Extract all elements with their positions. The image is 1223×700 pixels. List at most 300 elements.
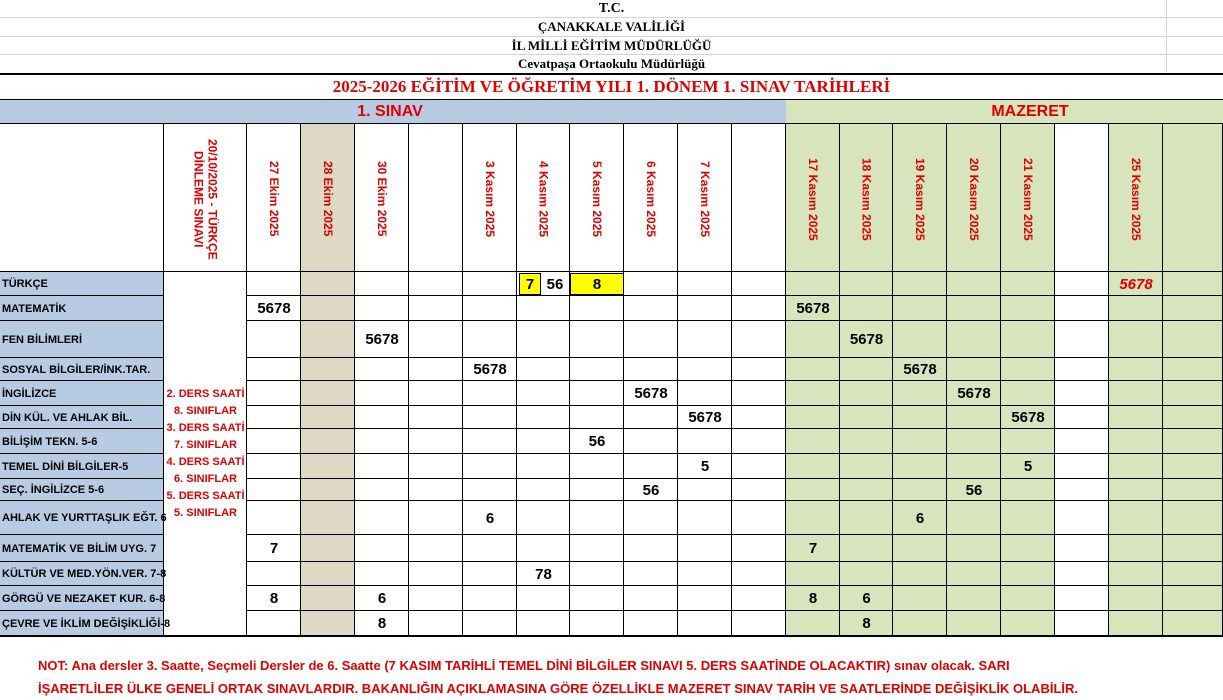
grid-cell <box>893 586 947 611</box>
grid-cell <box>1055 429 1109 454</box>
grid-cell <box>840 296 893 321</box>
exam-period-value: 5678 <box>1011 409 1045 426</box>
subject-label: SOSYAL BİLGİLER/İNK.TAR. <box>2 363 151 376</box>
grid-cell <box>1055 406 1109 429</box>
grid-cell <box>893 406 947 429</box>
grid-cell <box>1055 611 1109 636</box>
subject-label: BİLİŞİM TEKN. 5-6 <box>2 435 98 448</box>
exam-period-value: 56 <box>588 433 606 450</box>
grid-cell <box>947 321 1001 358</box>
grid-cell <box>840 562 893 586</box>
grid-cell <box>301 501 355 535</box>
date-header-d8 <box>678 130 732 268</box>
date-header-label: 30 Ekim 2025 <box>375 161 389 237</box>
grid-cell <box>678 501 732 535</box>
grid-cell <box>1109 381 1163 406</box>
date-header-d4 <box>463 130 517 268</box>
grid-cell <box>624 272 678 296</box>
grid-cell <box>1055 272 1109 296</box>
grid-cell <box>732 535 786 562</box>
grid-cell <box>840 454 893 479</box>
grid-cell <box>1055 535 1109 562</box>
grid-cell <box>409 501 463 535</box>
grid-cell <box>409 321 463 358</box>
grid-cell <box>247 358 301 381</box>
grid-cell <box>732 296 786 321</box>
grid-cell <box>463 562 517 586</box>
date-header-m5 <box>1001 130 1055 268</box>
exam-period-value: 5678 <box>957 385 991 402</box>
grid-cell <box>624 611 678 636</box>
period-legend-line: 5. SINIFLAR <box>174 507 237 519</box>
grid-cell <box>409 124 463 272</box>
grid-cell <box>893 321 947 358</box>
grid-cell <box>301 406 355 429</box>
grid-cell <box>947 429 1001 454</box>
grid-cell <box>732 272 786 296</box>
header-directorate: İL MİLLİ EĞİTİM MÜDÜRLÜĞÜ <box>511 38 712 53</box>
exam-period-value: 7 <box>269 540 279 557</box>
grid-cell <box>301 429 355 454</box>
grid-cell <box>570 454 624 479</box>
date-header-m2 <box>840 130 893 268</box>
grid-cell <box>409 296 463 321</box>
grid-cell <box>517 296 570 321</box>
grid-cell <box>840 501 893 535</box>
grid-cell <box>517 611 570 636</box>
subject-label: TEMEL DİNİ BİLGİLER-5 <box>2 460 129 473</box>
grid-cell <box>409 429 463 454</box>
grid-cell <box>947 296 1001 321</box>
grid-cell <box>893 479 947 501</box>
grid-cell <box>517 501 570 535</box>
grid-cell <box>947 358 1001 381</box>
grid-cell <box>1055 562 1109 586</box>
grid-cell <box>1001 296 1055 321</box>
grid-cell <box>463 535 517 562</box>
grid-cell <box>164 358 247 381</box>
grid-cell <box>301 479 355 501</box>
date-header-label: 17 Kasım 2025 <box>806 157 820 241</box>
grid-cell <box>786 321 840 358</box>
subject-label: AHLAK VE YURTTAŞLIK EĞT. 6 <box>2 512 167 524</box>
grid-cell <box>1001 358 1055 381</box>
grid-cell <box>355 406 409 429</box>
grid-cell <box>732 124 786 272</box>
grid-cell <box>786 381 840 406</box>
period-legend-line: 2. DERS SAATİ <box>166 388 245 400</box>
grid-cell <box>947 272 1001 296</box>
exam-period-value: 56 <box>642 481 660 499</box>
grid-cell <box>678 429 732 454</box>
grid-cell <box>947 562 1001 586</box>
exam-period-value: 6 <box>862 590 871 607</box>
grid-cell <box>624 321 678 358</box>
grid-cell <box>1109 611 1163 636</box>
grid-cell <box>1055 501 1109 535</box>
date-header-label: 25 Kasım 2025 <box>1129 157 1143 241</box>
grid-cell <box>947 454 1001 479</box>
grid-cell <box>355 501 409 535</box>
grid-cell <box>678 562 732 586</box>
exam-period-value: 5678 <box>365 331 399 348</box>
grid-cell <box>893 454 947 479</box>
grid-cell <box>570 406 624 429</box>
grid-cell <box>301 296 355 321</box>
grid-cell <box>247 454 301 479</box>
date-header-label: 18 Kasım 2025 <box>859 157 874 241</box>
grid-cell <box>355 296 409 321</box>
grid-cell <box>1109 321 1163 358</box>
grid-cell <box>463 586 517 611</box>
date-header-m6 <box>1109 130 1163 268</box>
grid-cell <box>1055 381 1109 406</box>
grid-cell <box>570 562 624 586</box>
grid-cell <box>164 535 247 562</box>
exam-period-value: 7 <box>808 540 818 557</box>
period-legend-line: 7. SINIFLAR <box>174 439 237 451</box>
grid-cell <box>678 479 732 501</box>
grid-cell <box>624 562 678 586</box>
grid-cell <box>786 501 840 535</box>
grid-cell <box>840 535 893 562</box>
date-header-label: 6 Kasım 2025 <box>644 160 658 238</box>
period-legend-line: 8. SINIFLAR <box>174 405 237 417</box>
grid-cell <box>840 358 893 381</box>
grid-cell <box>893 535 947 562</box>
grid-cell <box>786 479 840 501</box>
grid-cell <box>463 381 517 406</box>
grid-cell <box>164 296 247 321</box>
grid-cell <box>624 429 678 454</box>
grid-cell <box>1163 381 1223 406</box>
period-legend-line: 5. DERS SAATİ <box>166 490 245 502</box>
grid-cell <box>301 535 355 562</box>
date-header-d1 <box>247 130 301 268</box>
grid-cell <box>301 586 355 611</box>
exam-period-value: 5678 <box>257 300 291 317</box>
grid-cell <box>1001 535 1055 562</box>
grid-cell <box>732 454 786 479</box>
grid-cell <box>463 479 517 501</box>
grid-cell <box>1001 501 1055 535</box>
date-header-label: 4 Kasım 2025 <box>536 160 551 238</box>
makeup-label: MAZERET <box>991 103 1069 120</box>
grid-cell <box>893 272 947 296</box>
exam-period-value: 5 <box>700 458 710 475</box>
grid-cell <box>1163 429 1223 454</box>
period-legend-line: 3. DERS SAATİ <box>166 422 245 434</box>
grid-cell <box>1163 501 1223 535</box>
grid-cell <box>247 479 301 501</box>
header-governorship: ÇANAKKALE VALİLİĞİ <box>537 19 686 34</box>
exam-period-value: 6 <box>485 509 495 527</box>
makeup-value: 5678 <box>1119 275 1153 293</box>
date-header-label: 5 Kasım 2025 <box>590 160 604 238</box>
grid-cell <box>947 611 1001 636</box>
grid-cell <box>463 321 517 358</box>
grid-cell <box>732 562 786 586</box>
grid-cell <box>1163 454 1223 479</box>
grid-cell <box>517 586 570 611</box>
grid-cell <box>1163 358 1223 381</box>
grid-cell <box>570 586 624 611</box>
grid-cell <box>409 406 463 429</box>
grid-cell <box>301 562 355 586</box>
grid-cell <box>409 535 463 562</box>
exam-period-value: 56 <box>546 275 564 293</box>
grid-cell <box>1055 454 1109 479</box>
grid-cell <box>1109 406 1163 429</box>
footnote-line-1: NOT: Ana dersler 3. Saatte, Seçmeli Dersler de 6. Saatte (7 KASIM TARİHLİ TEMEL DİNİ BİLGİLER SINAVI 5. DERS SAATİNDE OLACAKTIR) sınav olacak. SARI <box>38 658 1010 673</box>
grid-cell <box>947 406 1001 429</box>
exam-period-value: 5678 <box>796 300 830 317</box>
grid-cell <box>678 611 732 636</box>
grid-cell <box>301 454 355 479</box>
exam-period-value: 6 <box>915 509 925 527</box>
exam-period-value: 5678 <box>903 361 937 378</box>
grid-cell <box>893 611 947 636</box>
exam-period-value: 5678 <box>849 331 884 348</box>
grid-cell <box>355 562 409 586</box>
grid-cell <box>732 406 786 429</box>
grid-cell <box>301 611 355 636</box>
date-header-label: 21 Kasım 2025 <box>1021 157 1035 241</box>
header-tc: T.C. <box>598 1 625 16</box>
grid-cell <box>463 454 517 479</box>
subject-label: GÖRGÜ VE NEZAKET KUR. 6-8 <box>2 592 166 605</box>
grid-cell <box>624 454 678 479</box>
grid-cell <box>786 272 840 296</box>
grid-cell <box>409 586 463 611</box>
grid-cell <box>1163 611 1223 636</box>
grid-cell <box>517 535 570 562</box>
first-exam-label: 1. SINAV <box>357 103 423 120</box>
subject-label: FEN BİLİMLERİ <box>2 333 83 346</box>
grid-cell <box>463 406 517 429</box>
listening-exam-header <box>164 130 247 268</box>
page-title: 2025-2026 EĞİTİM VE ÖĞRETİM YILI 1. DÖNEM 1. SINAV TARİHLERİ <box>332 77 891 96</box>
grid-cell <box>355 454 409 479</box>
grid-cell <box>164 586 247 611</box>
grid-cell <box>247 406 301 429</box>
grid-cell <box>355 272 409 296</box>
grid-cell <box>678 296 732 321</box>
grid-cell <box>517 358 570 381</box>
common-exam-value: 8 <box>570 273 624 295</box>
grid-cell <box>947 535 1001 562</box>
grid-cell <box>247 429 301 454</box>
grid-cell <box>570 501 624 535</box>
grid-cell <box>1109 562 1163 586</box>
grid-cell <box>409 454 463 479</box>
date-header-m1 <box>786 130 840 268</box>
grid-cell <box>1001 611 1055 636</box>
grid-cell <box>1001 429 1055 454</box>
grid-cell <box>1163 296 1223 321</box>
grid-cell <box>624 586 678 611</box>
grid-cell <box>164 611 247 636</box>
grid-cell <box>1163 562 1223 586</box>
grid-cell <box>247 272 301 296</box>
grid-cell <box>1109 454 1163 479</box>
grid-cell <box>732 429 786 454</box>
grid-cell <box>1163 535 1223 562</box>
exam-period-value: 8 <box>377 615 387 632</box>
grid-cell <box>301 321 355 358</box>
grid-cell <box>678 535 732 562</box>
exam-period-value: 56 <box>965 481 983 499</box>
grid-cell <box>517 321 570 358</box>
date-header-label: 19 Kasım 2025 <box>913 157 927 241</box>
grid-cell <box>1001 381 1055 406</box>
grid-cell <box>1109 479 1163 501</box>
exam-period-value: 8 <box>269 590 279 607</box>
grid-cell <box>247 501 301 535</box>
grid-cell <box>164 321 247 358</box>
grid-cell <box>786 406 840 429</box>
grid-cell <box>247 321 301 358</box>
grid-cell <box>1055 358 1109 381</box>
grid-cell <box>164 272 247 296</box>
grid-cell <box>678 358 732 381</box>
grid-cell <box>840 272 893 296</box>
grid-cell <box>840 406 893 429</box>
date-header-d2 <box>301 130 355 268</box>
grid-cell <box>301 358 355 381</box>
date-header-d7 <box>624 130 678 268</box>
grid-cell <box>1055 296 1109 321</box>
period-legend-line: 6. SINIFLAR <box>174 473 237 485</box>
subject-label: İNGİLİZCE <box>2 387 57 400</box>
grid-cell <box>517 454 570 479</box>
date-header-label: 28 Ekim 2025 <box>321 161 335 237</box>
grid-cell <box>409 611 463 636</box>
date-header-label: 27 Ekim 2025 <box>267 161 281 237</box>
grid-cell <box>1109 586 1163 611</box>
grid-cell <box>355 479 409 501</box>
grid-cell <box>893 296 947 321</box>
grid-cell <box>678 381 732 406</box>
grid-cell <box>786 562 840 586</box>
grid-cell <box>947 501 1001 535</box>
grid-cell <box>678 321 732 358</box>
grid-cell <box>732 381 786 406</box>
grid-cell <box>786 611 840 636</box>
exam-period-value: 5 <box>1023 458 1033 475</box>
subject-label: DİN KÜL. VE AHLAK BİL. <box>2 411 133 424</box>
grid-cell <box>732 479 786 501</box>
grid-cell <box>409 358 463 381</box>
exam-period-value: 5678 <box>688 409 722 426</box>
grid-cell <box>247 562 301 586</box>
subject-label: TÜRKÇE <box>2 278 48 290</box>
grid-cell <box>463 272 517 296</box>
grid-cell <box>1163 406 1223 429</box>
grid-cell <box>517 406 570 429</box>
grid-cell <box>1163 124 1223 272</box>
common-exam-value: 7 <box>519 273 541 295</box>
grid-cell <box>732 586 786 611</box>
grid-cell <box>893 429 947 454</box>
grid-cell <box>1109 501 1163 535</box>
grid-cell <box>624 501 678 535</box>
period-legend-line: 4. DERS SAATİ <box>166 456 245 468</box>
grid-cell <box>947 586 1001 611</box>
header-school: Cevatpaşa Ortaokulu Müdürlüğü <box>517 56 706 71</box>
grid-cell <box>301 272 355 296</box>
grid-cell <box>164 562 247 586</box>
grid-cell <box>786 429 840 454</box>
grid-cell <box>1001 272 1055 296</box>
grid-cell <box>463 429 517 454</box>
grid-cell <box>517 381 570 406</box>
grid-cell <box>570 321 624 358</box>
grid-cell <box>463 296 517 321</box>
grid-cell <box>1109 429 1163 454</box>
grid-cell <box>1001 321 1055 358</box>
date-header-label: 7 Kasım 2025 <box>698 160 712 238</box>
grid-cell <box>517 429 570 454</box>
grid-cell <box>840 479 893 501</box>
grid-cell <box>624 296 678 321</box>
grid-cell <box>732 321 786 358</box>
grid-cell <box>786 454 840 479</box>
grid-cell <box>570 611 624 636</box>
footnote-line-2: İŞARETLİLER ÜLKE GENELİ ORTAK SINAVLARDIR. BAKANLIĞIN AÇIKLAMASINA GÖRE ÖZELLİKLE MAZERET SINAV TARİH VE SAATLERİNDE DEĞİŞİKLİK OLABİLİR. <box>38 681 1078 696</box>
grid-cell <box>840 381 893 406</box>
grid-cell <box>247 611 301 636</box>
grid-cell <box>678 272 732 296</box>
grid-cell <box>1163 272 1223 296</box>
date-header-d3 <box>355 130 409 268</box>
grid-cell <box>409 381 463 406</box>
date-header-label: 20 Kasım 2025 <box>967 157 981 241</box>
grid-cell <box>893 562 947 586</box>
grid-cell <box>1109 358 1163 381</box>
grid-cell <box>409 272 463 296</box>
grid-cell <box>355 535 409 562</box>
grid-cell <box>463 611 517 636</box>
grid-cell <box>1055 586 1109 611</box>
grid-cell <box>570 479 624 501</box>
date-header-label: 3 Kasım 2025 <box>483 160 497 238</box>
grid-cell <box>1055 321 1109 358</box>
grid-cell <box>1163 586 1223 611</box>
grid-cell <box>1163 479 1223 501</box>
date-header-m3 <box>893 130 947 268</box>
grid-cell <box>409 562 463 586</box>
grid-cell <box>409 479 463 501</box>
grid-cell <box>1109 535 1163 562</box>
date-header-m4 <box>947 130 1001 268</box>
grid-cell <box>786 358 840 381</box>
exam-period-value: 8 <box>862 615 871 632</box>
grid-cell <box>1055 124 1109 272</box>
listening-exam-label: 20/10/2025 - TÜRKÇE DİNLEME SINAVI <box>191 138 220 260</box>
grid-cell <box>1163 321 1223 358</box>
grid-cell <box>0 124 164 272</box>
exam-period-value: 5678 <box>473 361 507 378</box>
grid-cell <box>624 358 678 381</box>
exam-period-value: 78 <box>535 565 552 583</box>
grid-cell <box>355 381 409 406</box>
subject-label: MATEMATİK VE BİLİM UYG. 7 <box>2 542 157 555</box>
date-header-d6 <box>570 130 624 268</box>
grid-cell <box>732 611 786 636</box>
grid-cell <box>732 358 786 381</box>
subject-label: MATEMATİK <box>2 302 67 315</box>
